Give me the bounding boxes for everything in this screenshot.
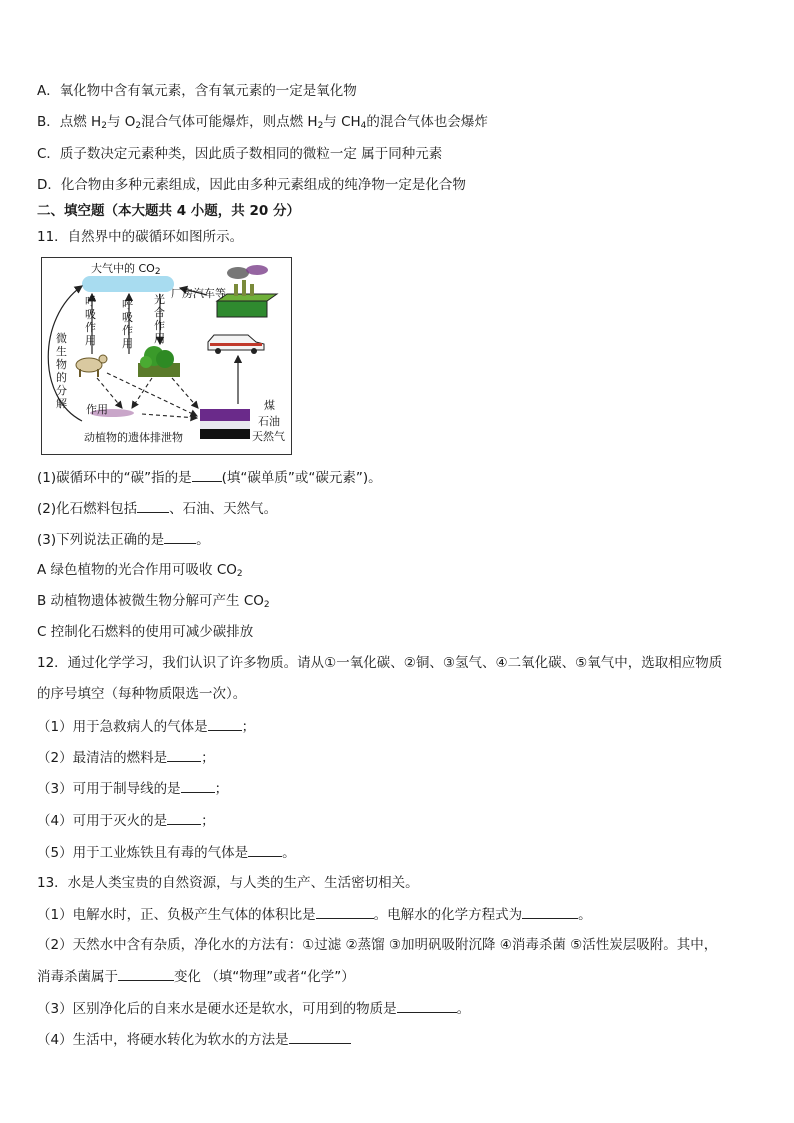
- coal-label: 煤: [264, 399, 275, 412]
- answer-blank[interactable]: [522, 904, 578, 919]
- q13-item-2b: 消毒杀菌属于 变化 （填“物理”或者“化学”）: [37, 966, 355, 987]
- gas-layer: [200, 429, 250, 439]
- q12-item-4: （4）可用于灭火的是 ；: [37, 810, 215, 831]
- q13-item-3: （3）区别净化后的自来水是硬水还是软水，可用到的物质是 。: [37, 998, 470, 1019]
- trees-icon: [138, 346, 180, 377]
- decomposition-label: 微生物的分解: [56, 332, 67, 410]
- respiration-label-1: 呼吸作用: [85, 295, 96, 347]
- answer-blank[interactable]: [208, 716, 242, 731]
- carbon-cycle-figure: [41, 257, 292, 455]
- zuoyong-label: 作用: [86, 403, 108, 416]
- answer-blank[interactable]: [167, 747, 201, 762]
- option-a: A．氧化物中含有氧元素，含有氧元素的一定是氧化物: [37, 83, 357, 99]
- answer-blank[interactable]: [137, 498, 169, 513]
- co2-label: 大气中的 $CO_2$: [91, 262, 161, 277]
- q12-stem-2: 的序号填空（每种物质限选一次）。: [37, 686, 247, 702]
- answer-blank[interactable]: [181, 778, 215, 793]
- q11-option-a: A 绿色植物的光合作用可吸收 $CO_2$: [37, 562, 243, 579]
- co2-cloud-shape: [82, 276, 174, 292]
- option-c: C．质子数决定元素种类，因此质子数相同的微粒一定 属于同种元素: [37, 146, 443, 162]
- q11-part3: (3)下列说法正确的是 。: [37, 529, 210, 550]
- q11-part2: (2)化石燃料包括 、石油、天然气。: [37, 498, 277, 519]
- answer-blank[interactable]: [397, 998, 457, 1013]
- option-b: B．点燃 $H_2$与 $O_2$混合气体可能爆炸，则点燃 $H_2$与 $CH_4$的混合气体也会爆炸: [37, 114, 488, 131]
- q11-stem: 11．自然界中的碳循环如图所示。: [37, 229, 244, 245]
- oil-label: 石油: [258, 415, 280, 428]
- factory-icon: [217, 265, 277, 317]
- q13-item-2a: （2）天然水中含有杂质，净化水的方法有：①过滤 ②蒸馏 ③加明矾吸附沉降 ④消毒杀菌 ⑤活性炭层吸附。其中，: [37, 937, 718, 953]
- answer-blank[interactable]: [192, 467, 222, 482]
- factory-label: 厂房汽车等: [171, 287, 226, 300]
- q13-stem: 13．水是人类宝贵的自然资源，与人类的生产、生活密切相关。: [37, 875, 419, 891]
- photosynthesis-label: 光合作用: [154, 293, 165, 345]
- coal-layer: [200, 409, 250, 421]
- carbon-cycle-drawing: [42, 258, 291, 454]
- respiration-label-2: 呼吸作用: [122, 298, 133, 350]
- car-icon: [208, 335, 264, 354]
- q12-stem-1: 12．通过化学学习，我们认识了许多物质。请从①一氧化碳、②铜、③氢气、④二氧化碳、⑤氧气中，选取相应物质: [37, 655, 723, 671]
- cow-icon: [76, 355, 107, 377]
- q11-option-b: B 动植物遗体被微生物分解可产生 $CO_2$: [37, 593, 270, 610]
- q11-option-c: C 控制化石燃料的使用可减少碳排放: [37, 624, 254, 640]
- answer-blank[interactable]: [289, 1029, 351, 1044]
- answer-blank[interactable]: [164, 529, 196, 544]
- answer-blank[interactable]: [118, 966, 174, 981]
- answer-blank[interactable]: [248, 842, 282, 857]
- answer-blank[interactable]: [316, 904, 374, 919]
- q12-item-5: （5）用于工业炼铁且有毒的气体是 。: [37, 842, 296, 863]
- oil-layer: [200, 421, 250, 429]
- q12-item-3: （3）可用于制导线的是 ；: [37, 778, 228, 799]
- q13-item-1: （1）电解水时，正、负极产生气体的体积比是 。电解水的化学方程式为 。: [37, 904, 592, 925]
- answer-blank[interactable]: [167, 810, 201, 825]
- q12-item-1: （1）用于急救病人的气体是 ；: [37, 716, 255, 737]
- section-title: 二、填空题（本大题共 4 小题，共 20 分）: [37, 203, 300, 219]
- option-d: D．化合物由多种元素组成，因此由多种元素组成的纯净物一定是化合物: [37, 177, 466, 193]
- gas-label: 天然气: [252, 430, 285, 443]
- remains-label: 动植物的遗体排泄物: [84, 431, 183, 444]
- q13-item-4: （4）生活中，将硬水转化为软水的方法是: [37, 1029, 351, 1050]
- q11-part1: (1)碳循环中的“碳”指的是 (填“碳单质”或“碳元素”)。: [37, 467, 382, 488]
- q12-item-2: （2）最清洁的燃料是 ；: [37, 747, 215, 768]
